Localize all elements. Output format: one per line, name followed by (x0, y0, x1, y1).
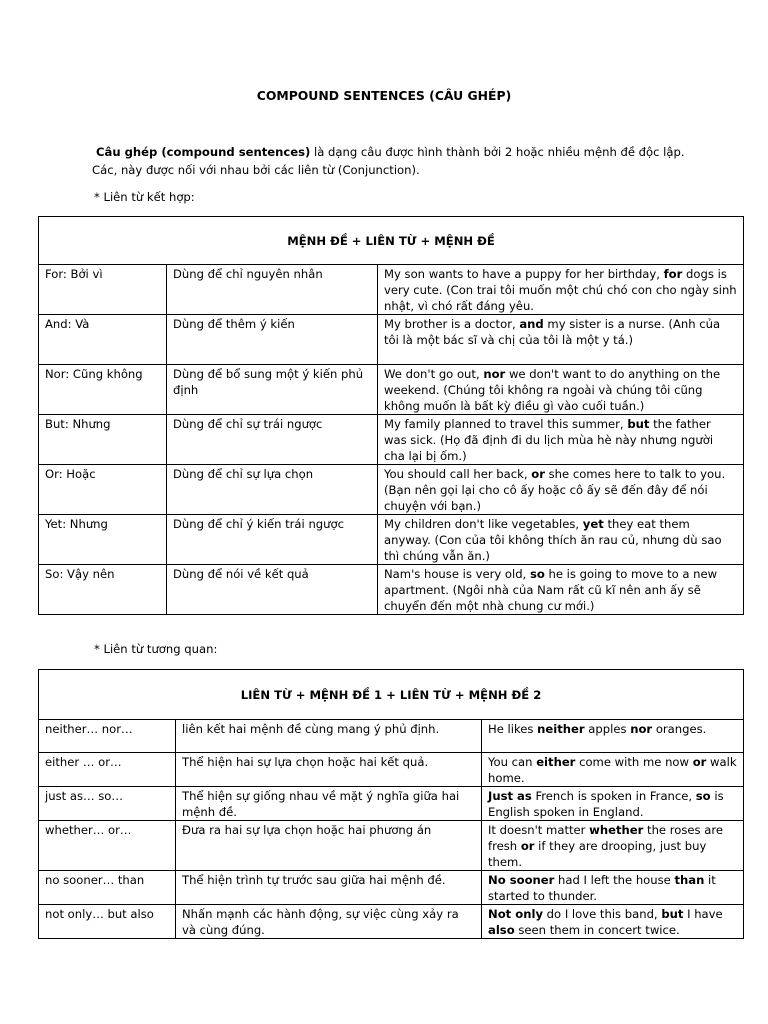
table-header-row (39, 670, 744, 720)
usage-cell: Dùng để nói về kết quả (167, 565, 378, 615)
intro-paragraph (96, 144, 685, 160)
example-text: come with me now (575, 755, 693, 769)
example-keyword: but (661, 907, 684, 921)
correlative-table-body (39, 670, 744, 939)
example-text: dogs is very cute. (Con trai tôi muốn một chú chó con cho ngày sinh nhật, vì chó rất đáng yêu. (384, 267, 737, 313)
example-keyword: and (519, 317, 544, 331)
example-text: the roses are fresh (488, 823, 723, 853)
example-text: French is spoken in France, (531, 789, 696, 803)
example-cell (378, 415, 744, 465)
conjunction-cell: neither… nor… (39, 720, 176, 753)
example-cell (378, 515, 744, 565)
conjunction-cell: either … or… (39, 753, 176, 787)
table-row (39, 720, 744, 753)
conjunction-cell: And: Và (39, 315, 167, 365)
example-text: You should call her back, (384, 467, 532, 481)
intro-definition: là dạng câu được hình thành bởi 2 hoặc nhiều mệnh đề độc lập. (310, 145, 685, 159)
example-keyword: nor (630, 722, 653, 736)
usage-cell: Dùng để chỉ sự trái ngược (167, 415, 378, 465)
coordinating-table-body (39, 217, 744, 615)
usage-cell: Dùng để thêm ý kiến (167, 315, 378, 365)
table-row (39, 465, 744, 515)
usage-cell: Dùng để chỉ sự lựa chọn (167, 465, 378, 515)
example-keyword: either (536, 755, 576, 769)
usage-cell: Thể hiện trình tự trước sau giữa hai mệnh đề. (176, 871, 482, 905)
example-text: we don't want to do anything on the weekend. (Chúng tôi không ra ngoài và chúng tôi cũng không muốn là bất kỳ điều gì vào cuối tuần.) (384, 367, 721, 413)
table-row (39, 315, 744, 365)
conjunction-cell: Yet: Nhưng (39, 515, 167, 565)
table-row (39, 753, 744, 787)
example-text: walk home. (488, 755, 737, 785)
usage-cell: Dùng để chỉ nguyên nhân (167, 265, 378, 315)
example-cell (378, 365, 744, 415)
example-keyword: or (692, 755, 707, 769)
conjunction-cell: no sooner… than (39, 871, 176, 905)
example-text: she comes here to talk to you. (Bạn nên gọi lại cho cô ấy hoặc cô ấy sẽ đến đây để nói chuyện với bạn.) (384, 467, 726, 513)
table-row (39, 515, 744, 565)
example-text: my sister is a nurse. (Anh của tôi là một bác sĩ và chị của tôi là một y tá.) (384, 317, 721, 347)
table-row (39, 565, 744, 615)
section-heading-coordinating: * Liên từ kết hợp: (94, 190, 195, 204)
example-text: if they are drooping, just buy them. (488, 839, 707, 869)
example-cell (378, 565, 744, 615)
conjunction-cell: Or: Hoặc (39, 465, 167, 515)
example-text: is English spoken in England. (488, 789, 724, 819)
example-text: It doesn't matter (488, 823, 590, 837)
table-header-row (39, 217, 744, 265)
example-keyword: yet (582, 517, 604, 531)
example-cell (482, 871, 744, 905)
example-text: do I love this band, (543, 907, 662, 921)
example-text: My son wants to have a puppy for her birthday, (384, 267, 664, 281)
example-cell (482, 753, 744, 787)
table-row (39, 365, 744, 415)
intro-paragraph-line2: Các, này được nối với nhau bởi các liên từ (Conjunction). (92, 163, 420, 177)
table-row (39, 871, 744, 905)
example-text: We don't go out, (384, 367, 484, 381)
example-text: My brother is a doctor, (384, 317, 520, 331)
usage-cell: Thể hiện sự giống nhau về mặt ý nghĩa giữa hai mệnh đề. (176, 787, 482, 821)
example-keyword: so (695, 789, 711, 803)
example-text: apples (584, 722, 631, 736)
section-heading-correlative: * Liên từ tương quan: (94, 642, 218, 656)
example-text: He likes (488, 722, 538, 736)
table-row (39, 787, 744, 821)
example-cell (378, 265, 744, 315)
example-text: I have (683, 907, 723, 921)
usage-cell: Dùng để bổ sung một ý kiến phủ định (167, 365, 378, 415)
example-cell (482, 720, 744, 753)
example-cell (378, 315, 744, 365)
example-keyword: also (488, 923, 515, 937)
table-header: LIÊN TỪ + MỆNH ĐỀ 1 + LIÊN TỪ + MỆNH ĐỀ 2 (39, 670, 744, 720)
example-keyword: Just as (488, 789, 532, 803)
conjunction-cell: But: Nhưng (39, 415, 167, 465)
example-keyword: for (663, 267, 683, 281)
conjunction-cell: whether… or… (39, 821, 176, 871)
example-cell (378, 465, 744, 515)
example-keyword: so (529, 567, 545, 581)
example-cell (482, 787, 744, 821)
conjunction-cell: not only… but also (39, 905, 176, 939)
example-text: My family planned to travel this summer, (384, 417, 628, 431)
example-text: it started to thunder. (488, 873, 716, 903)
table-row (39, 415, 744, 465)
example-keyword: Not only (488, 907, 543, 921)
usage-cell: Dùng để chỉ ý kiến trái ngược (167, 515, 378, 565)
conjunction-cell: For: Bởi vì (39, 265, 167, 315)
correlative-conjunctions-table (38, 669, 744, 939)
example-cell (482, 905, 744, 939)
example-text: had I left the house (554, 873, 675, 887)
usage-cell: Đưa ra hai sự lựa chọn hoặc hai phương án (176, 821, 482, 871)
usage-cell: Nhấn mạnh các hành động, sự việc cùng xảy ra và cùng đúng. (176, 905, 482, 939)
example-text: the father was sick. (Họ đã định đi du lịch mùa hè này nhưng người cha lại bị ốm.) (384, 417, 714, 463)
example-keyword: nor (483, 367, 506, 381)
table-row (39, 265, 744, 315)
example-keyword: neither (537, 722, 585, 736)
example-text: seen them in concert twice. (514, 923, 680, 937)
conjunction-cell: So: Vậy nên (39, 565, 167, 615)
conjunction-cell: just as… so… (39, 787, 176, 821)
example-text: Nam's house is very old, (384, 567, 530, 581)
table-header: MỆNH ĐỀ + LIÊN TỪ + MỆNH ĐỀ (39, 217, 744, 265)
example-text: he is going to move to a new apartment. (Ngôi nhà của Nam rất cũ kĩ nên anh ấy sẽ chuyển đến một nhà chung cư mới.) (384, 567, 718, 613)
example-text: they eat them anyway. (Con của tôi không thích ăn rau củ, nhưng dù sao thì chúng vẫn ăn.) (384, 517, 722, 563)
example-cell (482, 821, 744, 871)
example-keyword: or (520, 839, 535, 853)
example-keyword: whether (589, 823, 644, 837)
example-keyword: but (627, 417, 650, 431)
page-title: COMPOUND SENTENCES (CÂU GHÉP) (256, 88, 512, 103)
table-row (39, 905, 744, 939)
conjunction-cell: Nor: Cũng không (39, 365, 167, 415)
usage-cell: liên kết hai mệnh đề cùng mang ý phủ định. (176, 720, 482, 753)
example-text: My children don't like vegetables, (384, 517, 583, 531)
example-keyword: No sooner (488, 873, 555, 887)
intro-term: Câu ghép (compound sentences) (96, 145, 311, 159)
example-text: You can (488, 755, 537, 769)
table-row (39, 821, 744, 871)
example-text: oranges. (652, 722, 707, 736)
example-keyword: than (674, 873, 705, 887)
example-keyword: or (531, 467, 545, 481)
usage-cell: Thể hiện hai sự lựa chọn hoặc hai kết quả. (176, 753, 482, 787)
coordinating-conjunctions-table (38, 216, 744, 615)
